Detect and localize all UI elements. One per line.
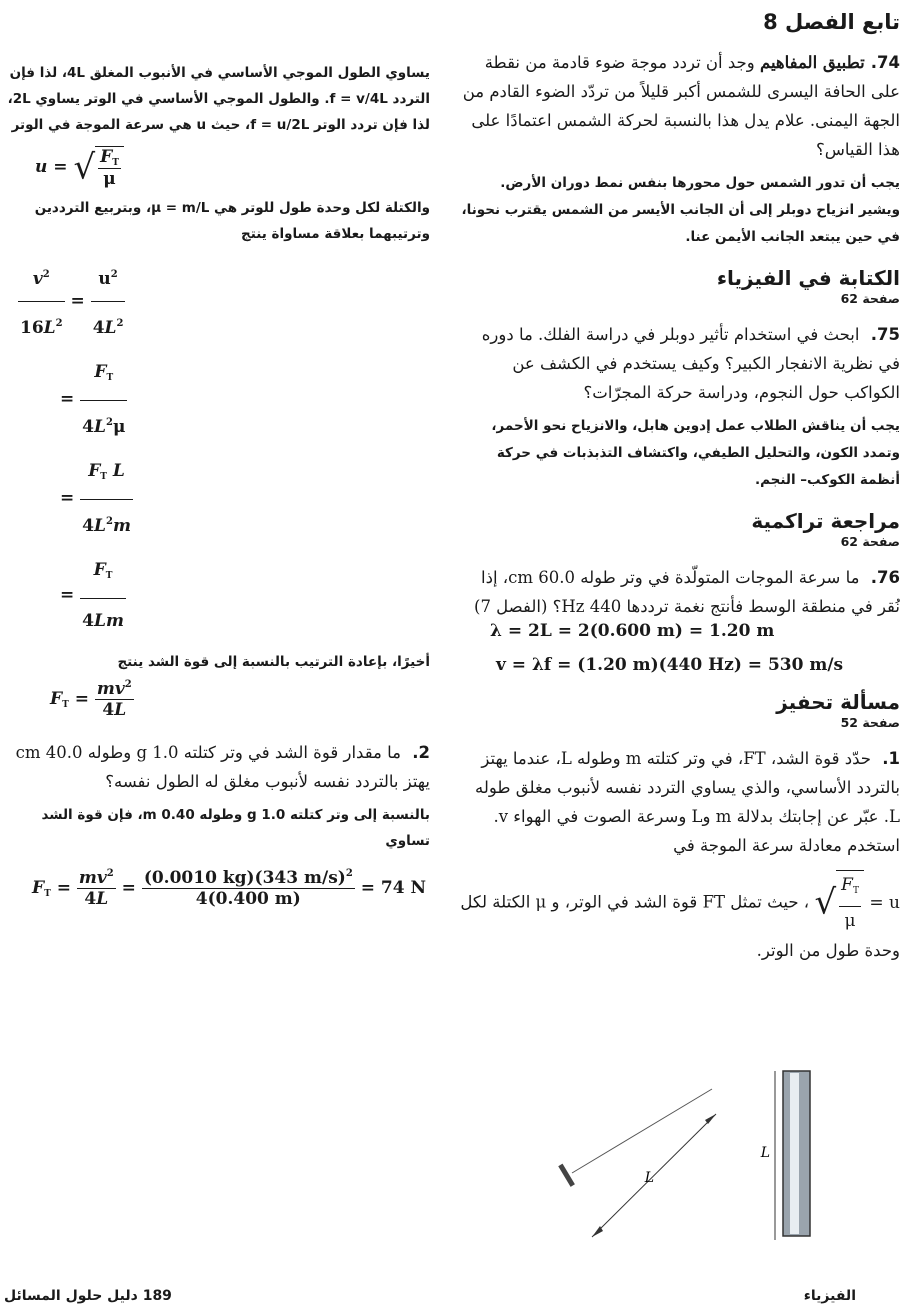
- string-and-tube-figure: [540, 1065, 820, 1240]
- question-1-formula-line: [460, 870, 900, 965]
- question-number: 2.: [412, 743, 430, 762]
- arrowhead-icon: [705, 1114, 716, 1124]
- equation-u: u = √ $\frac{F_T}{\mu}$: [0, 146, 430, 189]
- footer-book: [4, 1288, 172, 1304]
- left-column: [0, 60, 430, 909]
- question-2: [0, 738, 430, 796]
- question-text-continued: ، حيث تمثل FT قوة الشد في الوتر، و μ الكتلة لكل وحدة طول من الوتر.: [460, 892, 900, 960]
- solution-paragraph-3: أخيرًا، بإعادة الترتيب بالنسبة إلى قوة الشد ينتج: [117, 654, 430, 670]
- equation-tension: $F_T$ = $\frac{mv^2}{4L}$: [50, 679, 132, 720]
- wave-speed-formula: u = √ $\frac{F_T}{\mu}$: [809, 893, 900, 913]
- tube-length-label: L: [760, 1145, 770, 1161]
- question-lead: تطبيق المفاهيم: [759, 53, 865, 72]
- chapter-title: تابع الفصل 8: [763, 10, 900, 34]
- solution-paragraph-2: والكتلة لكل وحدة طول للوتر هي μ = m/L، وبتربيع الترددين وترتيبهما بعلاقة مساواة ينتج: [34, 200, 430, 242]
- equation-wavelength: λ = 2L = 2(0.600 m) = 1.20 m: [490, 621, 775, 641]
- question-text: ما سرعة الموجات المتولّدة في وتر طوله 60.0 cm، إذا نُقر في منطقة الوسط فأنتج نغمة ترددها 440 Hz؟ (الفصل 7): [474, 568, 900, 616]
- question-number: 74.: [870, 53, 900, 72]
- question-75: [460, 320, 900, 407]
- dimension-line: [592, 1114, 716, 1237]
- question-text: ابحث في استخدام تأثير دوبلر في دراسة الفلك. ما دوره في نظرية الانفجار الكبير؟ وكيف يستخدم في الكشف عن الكواكب حول النجوم، ودراسة حركة المجرّات؟: [481, 325, 900, 402]
- question-76: [460, 563, 900, 621]
- right-column: [460, 10, 900, 971]
- section-title-writing: الكتابة في الفيزياء: [716, 266, 900, 290]
- answer-2: بالنسبة إلى وتر كتلته 1.0 g وطوله 0.40 m، فإن قوة الشد تساوي: [41, 807, 430, 849]
- equation-chain: $\frac{v^2}{16L^2}$ = $\frac{u^2}{4L^2}$ = $\frac{F_T}{4L^2\mu}$ = $\frac{F_T L}{4L^2m}$ = $\frac{F_T}{4Lm}$: [0, 253, 430, 643]
- footer-book-title: دليل حلول المسائل: [4, 1288, 138, 1304]
- question-text: حدّد قوة الشد، FT، في وتر كتلته m وطوله L، عندما يهتز بالتردد الأساسي، والذي يساوي التردد نفسه لأنبوب مغلق طوله L. عبّر عن إجابتك بدلالة m وL وسرعة الصوت في الهواء v. استخدم معادلة سرعة الموجة في: [475, 749, 900, 855]
- question-text: وجد أن تردد موجة ضوء قادمة من نقطة على الحافة اليسرى للشمس أكبر قليلاً من تردّد الضوء القادم من الجهة اليمنى. علام يدل هذا بالنسبة لحركة الشمس اعتمادًا على هذا القياس؟: [462, 53, 900, 159]
- answer-74: يجب أن تدور الشمس حول محورها بنفس نمط دوران الأرض. ويشير انزياح دوبلر إلى أن الجانب الأيسر من الشمس يقترب نحونا، في حين يبتعد الجانب الأيمن عنا.: [461, 175, 900, 245]
- solution-paragraph-1: يساوي الطول الموجي الأساسي في الأنبوب المغلق 4L، لذا فإن التردد f = v/4L. والطول الموجي الأساسي في الوتر يساوي 2L، لذا فإن تردد الوتر f = u/2L، حيث u هي سرعة الموجة في الوتر: [7, 65, 430, 133]
- question-number: 76.: [870, 568, 900, 587]
- equation-result: = 74 N: [360, 878, 426, 898]
- string-length-label: L: [644, 1170, 654, 1186]
- footer-page-number: 189: [142, 1288, 172, 1304]
- question-74: [460, 48, 900, 164]
- tube-highlight: [790, 1073, 799, 1234]
- question-1: [460, 744, 900, 860]
- section-title-challenge: مسألة تحفيز: [776, 690, 900, 714]
- section-title-review: مراجعة تراكمية: [751, 509, 900, 533]
- section-page-writing: صفحة 62: [840, 291, 900, 306]
- section-page-review: صفحة 62: [840, 534, 900, 549]
- section-page-challenge: صفحة 52: [840, 715, 900, 730]
- footer-subject: الفيزياء: [803, 1288, 856, 1304]
- question-number: 75.: [870, 325, 900, 344]
- question-number: 1.: [882, 749, 900, 768]
- question-text: ما مقدار قوة الشد في وتر كتلته 1.0 g وطوله 40.0 cm يهتز بالتردد نفسه لأنبوب مغلق له الطول نفسه؟: [15, 743, 430, 791]
- string-clamp: [558, 1164, 575, 1187]
- equation-speed: v = λf = (1.20 m)(440 Hz) = 530 m/s: [496, 655, 844, 675]
- equation-tension-numeric: $F_T$ = $\frac{mv^2}{4L}$ = $\frac{(0.0010 kg)(343 m/s)^2}{4(0.400 m)}$ = 74 N: [32, 868, 426, 909]
- answer-75: يجب أن يناقش الطلاب عمل إدوين هابل، والانزياح نحو الأحمر، وتمدد الكون، والتحليل الطيفي، واكتشاف التذبذبات في حركة أنظمة الكوكب– النجم.: [491, 418, 900, 488]
- string-line: [572, 1089, 712, 1173]
